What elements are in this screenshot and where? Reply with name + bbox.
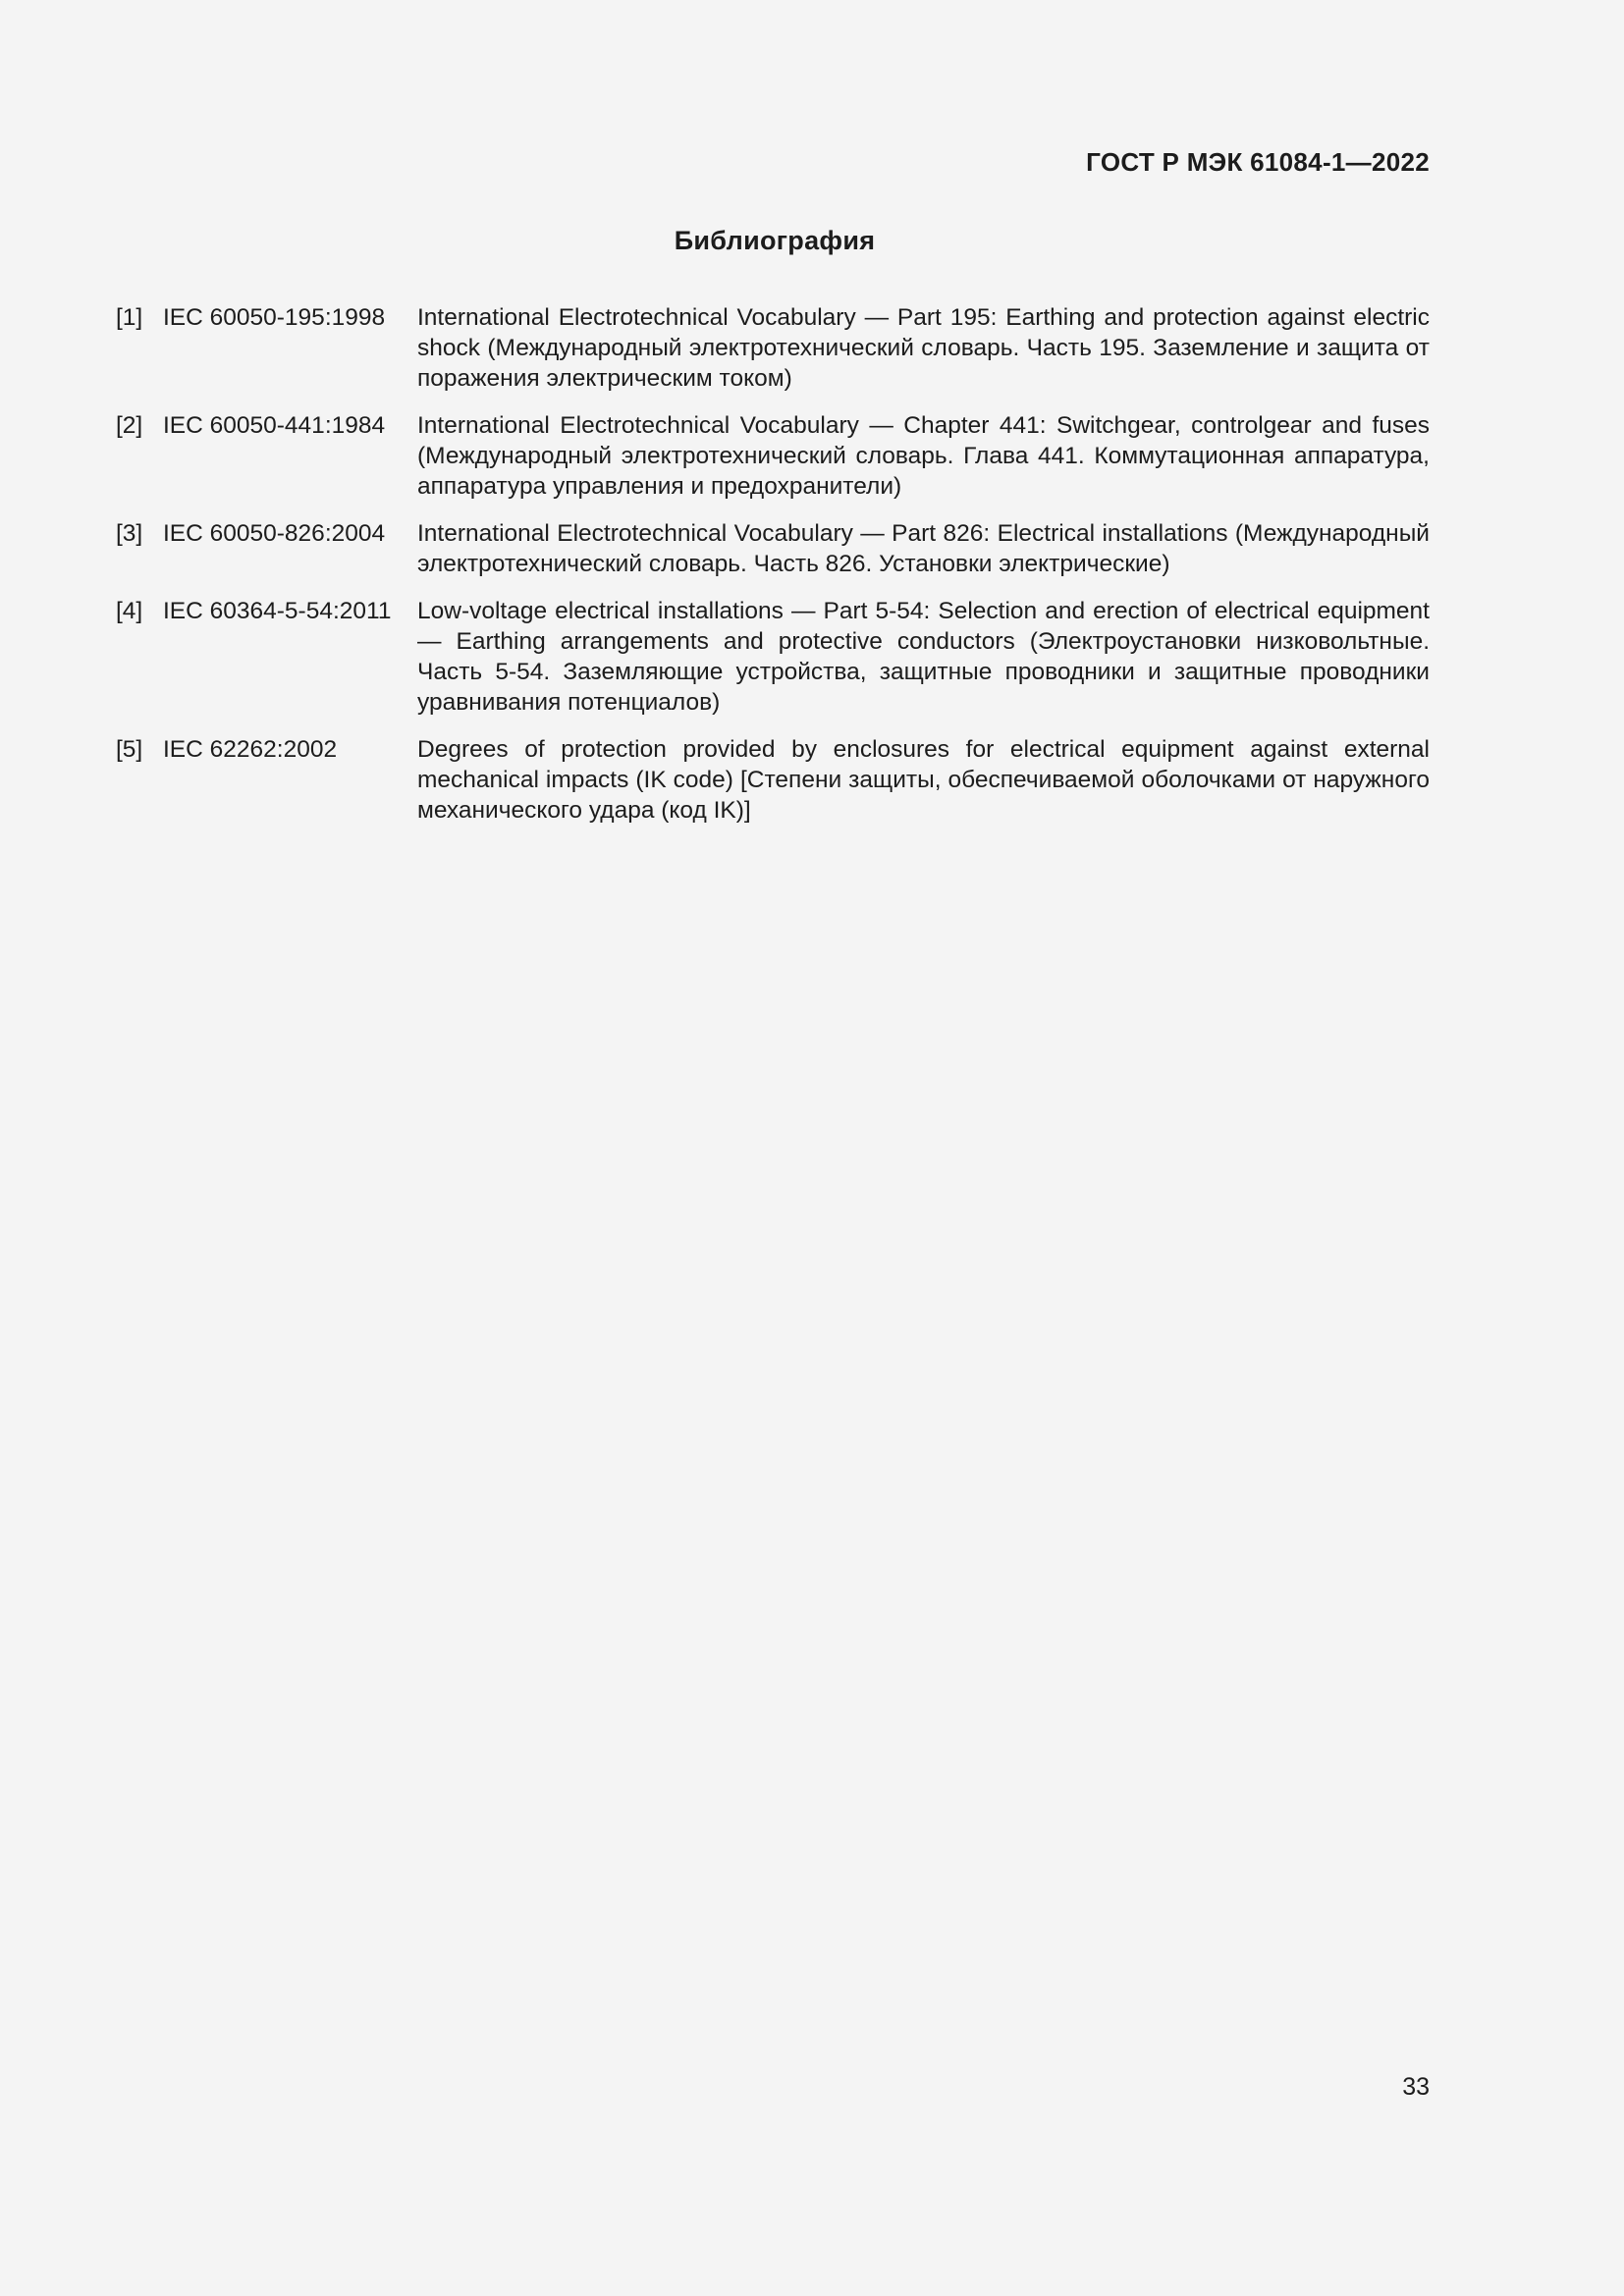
bibliography-entry (116, 410, 1430, 502)
page-number: 33 (1402, 2073, 1430, 2101)
bibliography-entry (116, 302, 1430, 394)
entry-standard-code: IEC 60364-5-54:2011 (163, 598, 392, 624)
entry-title: International Electrotechnical Vocabulary — Part 195: Earthing and protection against electric shock (Международный электротехнический словарь. Часть 195. Заземление и защита от поражения электрическим током) (417, 304, 1430, 392)
entry-title: Low-voltage electrical installations — Part 5-54: Selection and erection of electrical equipment — Earthing arrangements and protective conductors (Электроустановки низковольтные. Часть 5-54. Заземляющие устройства, защитные проводники и защитные проводники уравнивания потенциалов) (417, 598, 1430, 716)
entry-standard-code: IEC 60050-195:1998 (163, 304, 386, 331)
bibliography-entry (116, 518, 1430, 579)
entry-title: International Electrotechnical Vocabulary — Chapter 441: Switchgear, controlgear and fuses (Международный электротехнический словарь. Глава 441. Коммутационная аппаратура, аппаратура управления и предохранители) (417, 412, 1430, 500)
bibliography-entry (116, 734, 1430, 826)
entry-title: Degrees of protection provided by enclosures for electrical equipment against external mechanical impacts (IK code) [Степени защиты, обеспечиваемой оболочками от наружного механического удара (код IK)] (417, 736, 1430, 824)
entry-number: [1] (116, 304, 143, 331)
entry-number: [4] (116, 598, 143, 624)
entry-standard-code: IEC 62262:2002 (163, 736, 338, 763)
bibliography-list (116, 302, 1430, 842)
bibliography-entry (116, 596, 1430, 718)
entry-number: [2] (116, 412, 143, 439)
entry-number: [5] (116, 736, 143, 763)
entry-standard-code: IEC 60050-441:1984 (163, 412, 386, 439)
document-header: ГОСТ Р МЭК 61084-1—2022 (1086, 147, 1430, 177)
entry-title: International Electrotechnical Vocabulary — Part 826: Electrical installations (Международный электротехнический словарь. Часть 826. Установки электрические) (417, 520, 1430, 577)
entry-number: [3] (116, 520, 143, 547)
entry-standard-code: IEC 60050-826:2004 (163, 520, 386, 547)
section-title: Библиография (674, 226, 876, 255)
